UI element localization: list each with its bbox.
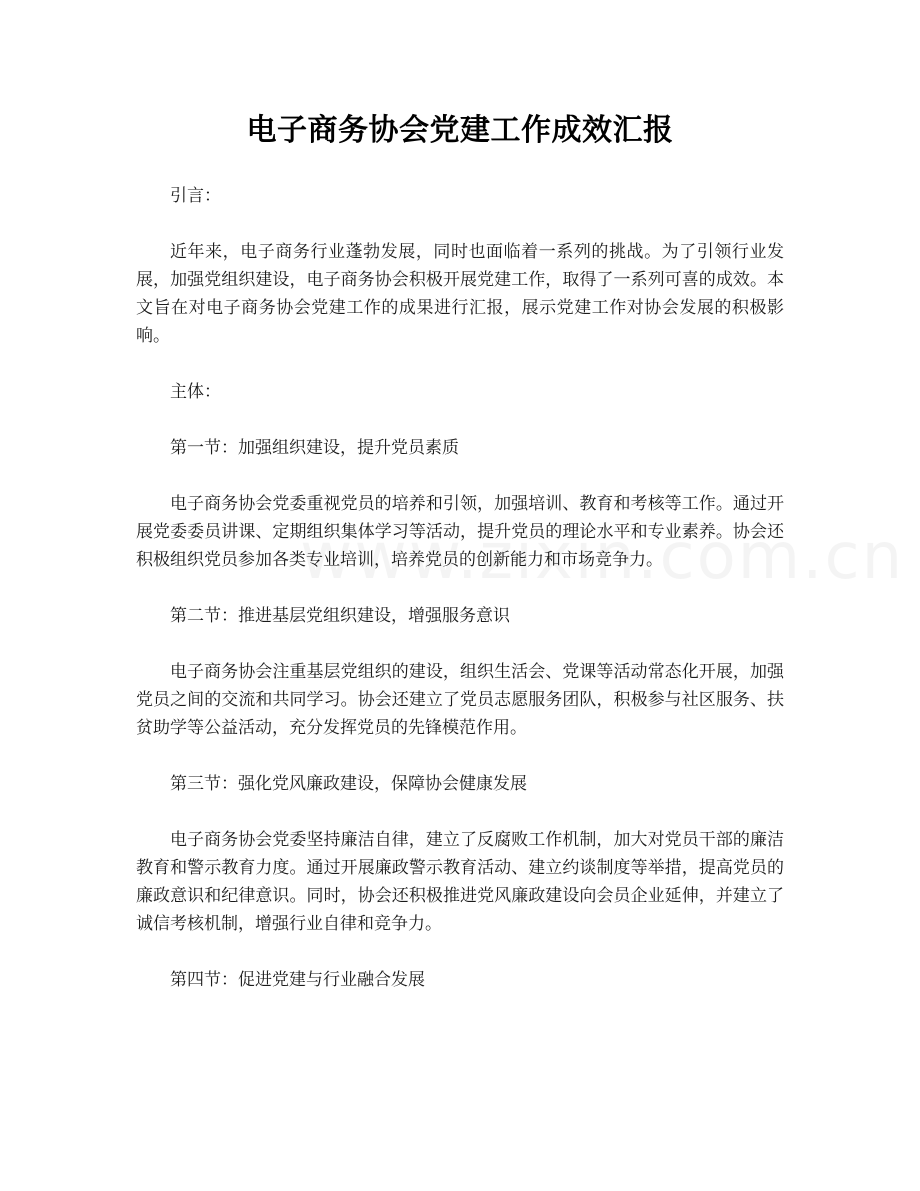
section-1-heading: 第一节：加强组织建设，提升党员素质 bbox=[170, 438, 459, 458]
intro-heading: 引言： bbox=[170, 186, 221, 206]
document-title: 电子商务协会党建工作成效汇报 bbox=[246, 113, 674, 148]
section-2-paragraph: 电子商务协会注重基层党组织的建设，组织生活会、党课等活动常态化开展，加强党员之间的交流和共同学习。协会还建立了党员志愿服务团队，积极参与社区服务、扶贫助学等公益活动，充分发挥党员的先锋模范作用。 bbox=[136, 662, 784, 738]
section-3-heading: 第三节：强化党风廉政建设，保障协会健康发展 bbox=[170, 774, 527, 794]
intro-paragraph: 近年来，电子商务行业蓬勃发展，同时也面临着一系列的挑战。为了引领行业发展，加强党组织建设，电子商务协会积极开展党建工作，取得了一系列可喜的成效。本文旨在对电子商务协会党建工作的成果进行汇报，展示党建工作对协会发展的积极影响。 bbox=[136, 242, 784, 346]
section-1-paragraph: 电子商务协会党委重视党员的培养和引领，加强培训、教育和考核等工作。通过开展党委委员讲课、定期组织集体学习等活动，提升党员的理论水平和专业素养。协会还积极组织党员参加各类专业培训，培养党员的创新能力和市场竞争力。 bbox=[136, 494, 784, 570]
section-3-paragraph: 电子商务协会党委坚持廉洁自律，建立了反腐败工作机制，加大对党员干部的廉洁教育和警示教育力度。通过开展廉政警示教育活动、建立约谈制度等举措，提高党员的廉政意识和纪律意识。同时，协会还积极推进党风廉政建设向会员企业延伸，并建立了诚信考核机制，增强行业自律和竞争力。 bbox=[136, 830, 784, 934]
section-2-heading: 第二节：推进基层党组织建设，增强服务意识 bbox=[170, 606, 510, 626]
body-heading: 主体： bbox=[170, 382, 221, 402]
section-4-heading: 第四节：促进党建与行业融合发展 bbox=[170, 970, 425, 990]
